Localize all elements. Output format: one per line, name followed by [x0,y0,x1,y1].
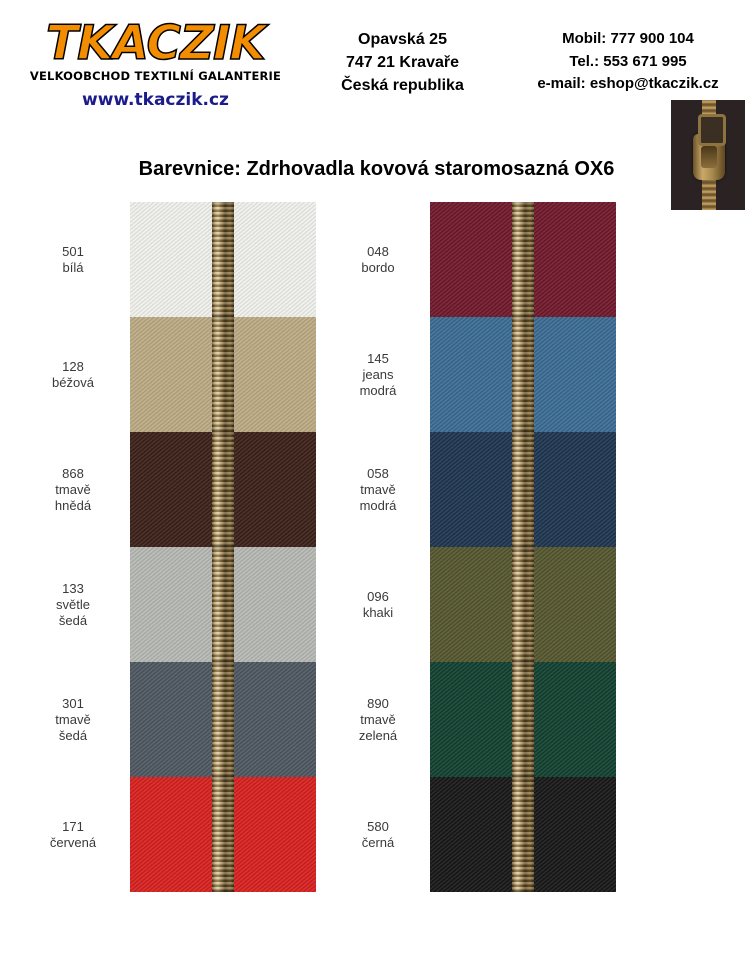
color-label [330,696,426,745]
color-name: jeans [362,366,394,382]
color-name: hnědá [54,498,92,513]
color-name: modrá [359,498,397,513]
color-chart [0,202,753,902]
color-name: šedá [58,728,88,743]
logo-wordmark: TKACZIK [46,16,265,71]
swatch-tape-left [130,547,212,662]
swatch-tape-right [234,202,316,317]
contact-email: e-mail: eshop@tkaczik.cz [537,75,719,92]
swatch-tape-right [234,662,316,777]
color-swatch [430,432,616,547]
color-name: tmavě [360,711,396,727]
swatch-teeth-icon [212,317,234,432]
left-column [18,202,348,892]
right-column-swatches [430,202,616,892]
color-swatch [130,432,316,547]
color-swatch [130,547,316,662]
color-swatch [430,202,616,317]
color-swatch [430,662,616,777]
color-label [330,351,426,400]
swatch-teeth-icon [512,547,534,662]
company-address [310,28,495,98]
swatch-teeth-icon [512,432,534,547]
color-code: 133 [62,580,84,596]
color-swatch [130,777,316,892]
company-contact [508,28,748,96]
swatch-tape-right [534,432,616,547]
swatch-tape-left [130,777,212,892]
color-label [330,589,426,622]
swatch-tape-left [130,202,212,317]
color-swatch [130,662,316,777]
swatch-tape-left [430,317,512,432]
address-line-2: 747 21 Kravaře [346,54,459,72]
color-name: tmavě [55,711,91,727]
color-name: bílá [62,259,84,275]
swatch-tape-left [430,432,512,547]
color-label [18,359,128,392]
swatch-tape-left [430,202,512,317]
swatch-teeth-icon [512,317,534,432]
contact-mobile: Mobil: 777 900 104 [562,30,694,47]
swatch-tape-right [234,777,316,892]
swatch-teeth-icon [212,662,234,777]
address-line-1: Opavská 25 [358,31,447,48]
swatch-tape-right [534,547,616,662]
color-swatch [430,777,616,892]
swatch-tape-right [234,317,316,432]
color-swatch [430,547,616,662]
right-column-labels [330,202,426,892]
logo-tagline: VELKOOBCHOD TEXTILNÍ GALANTERIE [29,69,282,83]
swatch-tape-left [130,317,212,432]
color-name: khaki [362,604,394,620]
color-code: 301 [62,695,84,711]
color-label [18,819,128,852]
color-code: 501 [62,243,84,259]
color-code: 868 [62,465,84,481]
color-name: šedá [58,613,88,628]
color-name: bordo [361,259,395,275]
swatch-tape-left [430,777,512,892]
color-code: 128 [62,358,84,374]
page-title: Barevnice: Zdrhovadla kovová staromosazná OX6 [138,158,615,180]
color-name: modrá [359,383,397,398]
color-label [18,466,128,515]
swatch-teeth-icon [512,777,534,892]
swatch-teeth-icon [212,777,234,892]
color-swatch [130,202,316,317]
swatch-tape-right [234,432,316,547]
color-label [18,696,128,745]
color-name: tmavě [55,481,91,497]
color-code: 580 [367,818,389,834]
color-label [330,819,426,852]
color-label [18,244,128,277]
swatch-tape-left [130,662,212,777]
swatch-tape-right [534,202,616,317]
color-swatch [430,317,616,432]
color-name: zelená [358,728,398,743]
swatch-teeth-icon [212,202,234,317]
swatch-teeth-icon [212,432,234,547]
color-swatch [130,317,316,432]
swatch-tape-left [430,547,512,662]
swatch-tape-right [534,662,616,777]
zipper-photo [671,100,745,210]
company-website: www.tkaczik.cz [82,90,229,110]
color-name: černá [361,834,395,850]
swatch-tape-right [534,777,616,892]
color-code: 145 [367,350,389,366]
swatch-tape-right [534,317,616,432]
color-name: béžová [52,374,94,390]
color-code: 048 [367,243,389,259]
color-label [330,244,426,277]
swatch-tape-left [430,662,512,777]
zipper-pull-icon [698,114,726,146]
address-line-3: Česká republika [341,77,464,95]
swatch-teeth-icon [212,547,234,662]
swatch-teeth-icon [512,662,534,777]
color-name: červená [49,834,97,850]
color-code: 096 [367,588,389,604]
swatch-tape-left [130,432,212,547]
page-header [0,0,753,140]
color-code: 058 [367,465,389,481]
color-code: 890 [367,695,389,711]
swatch-tape-right [234,547,316,662]
color-code: 171 [62,818,84,834]
color-label [330,466,426,515]
contact-phone: Tel.: 553 671 995 [569,52,687,70]
left-column-labels [18,202,128,892]
company-logo [18,16,293,110]
color-label [18,581,128,630]
color-name: světle [56,596,90,612]
right-column [330,202,660,892]
color-name: tmavě [360,481,396,497]
left-column-swatches [130,202,316,892]
swatch-teeth-icon [512,202,534,317]
